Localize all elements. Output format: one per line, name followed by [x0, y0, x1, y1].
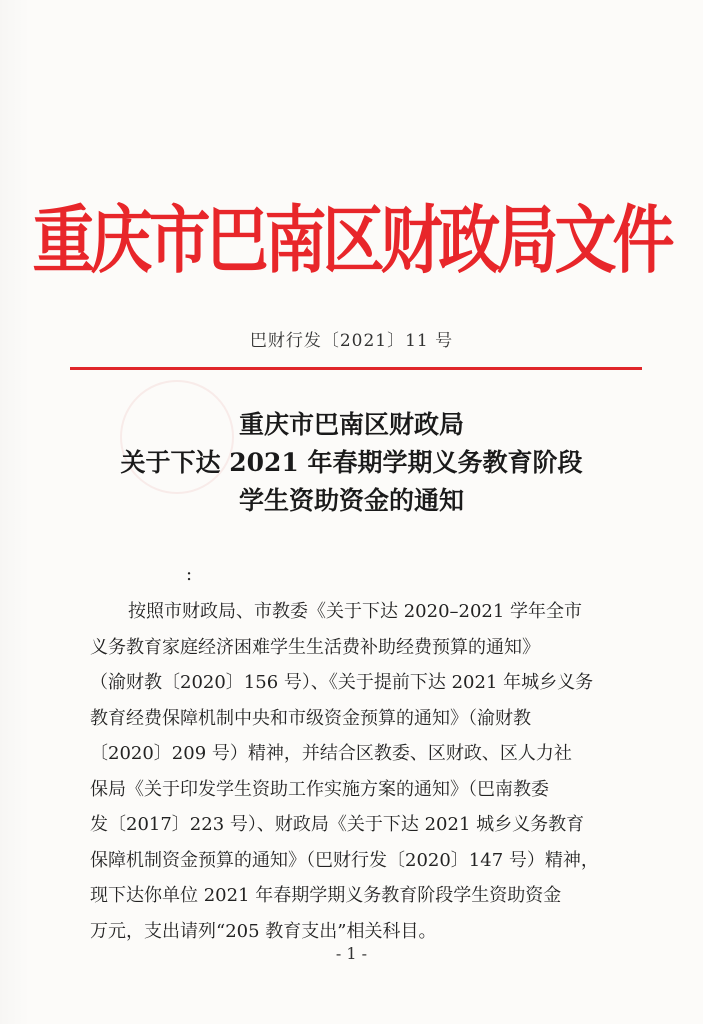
body-line: 万元，支出请列“205 教育支出”相关科目。	[90, 920, 437, 942]
body-line: 教育经费保障机制中央和市级资金预算的通知》（渝财教	[90, 707, 531, 729]
body-text	[90, 594, 630, 949]
body-line: 保障机制资金预算的通知》（巴财行发〔2020〕147 号）精神，	[90, 849, 599, 871]
page-number: - 1 -	[335, 944, 368, 963]
body-line: （渝财教〔2020〕156 号）、《关于提前下达 2021 年城乡义务	[90, 672, 594, 693]
body-line: 发〔2017〕223 号）、财政局《关于下达 2021 城乡义务教育	[90, 814, 585, 835]
body-line: 现下达你单位 2021 年春期学期义务教育阶段学生资助资金	[90, 885, 562, 906]
body-line: 〔2020〕209 号）精神，并结合区教委、区财政、区人力社	[90, 743, 572, 764]
title-line-1: 重庆市巴南区财政局	[238, 410, 464, 439]
title-line-3: 学生资助资金的通知	[238, 486, 464, 515]
body-line: 保局《关于印发学生资助工作实施方案的通知》（巴南教委	[90, 778, 549, 800]
body-line: 按照市财政局、市教委《关于下达 2020–2021 学年全市	[128, 601, 583, 622]
document-number: 巴财行发〔2021〕11 号	[249, 331, 454, 351]
red-divider-line	[70, 367, 642, 370]
document-title	[0, 406, 703, 520]
salutation: :	[186, 564, 193, 585]
title-line-2: 关于下达 2021 年春期学期义务教育阶段	[120, 448, 583, 477]
document-masthead: 重庆市巴南区财政局文件	[32, 197, 671, 284]
body-line: 义务教育家庭经济困难学生生活费补助经费预算的通知》	[90, 636, 540, 658]
